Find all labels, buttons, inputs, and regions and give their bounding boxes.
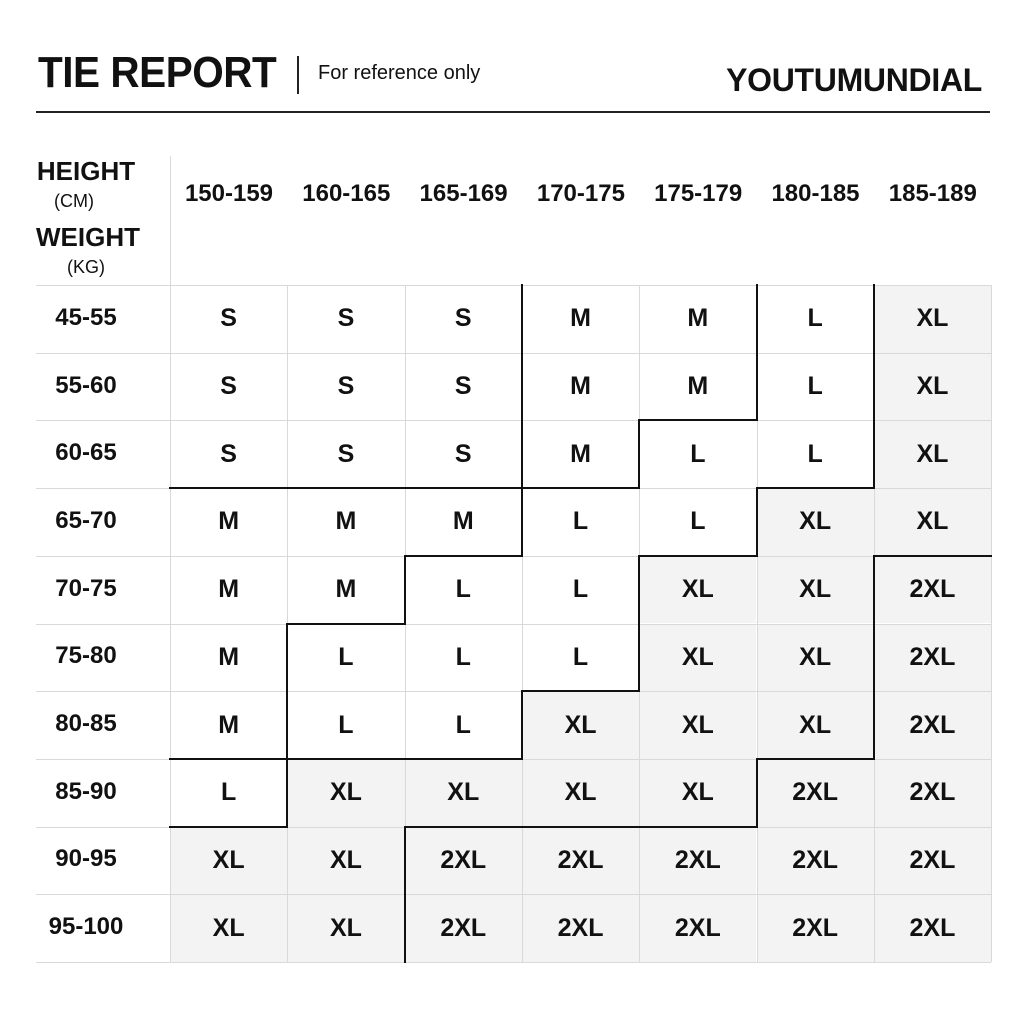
size-boundary-line	[638, 623, 640, 693]
size-cell: XL	[287, 827, 404, 895]
size-boundary-line	[404, 487, 523, 489]
size-boundary-line	[404, 758, 523, 760]
header-rule	[36, 111, 990, 113]
size-cell: 2XL	[405, 827, 522, 895]
size-cell: XL	[170, 827, 287, 895]
grid-horizontal-line	[36, 894, 991, 895]
size-cell: XL	[639, 759, 756, 827]
size-cell: M	[218, 575, 240, 604]
grid-vertical-line	[991, 285, 992, 962]
grid-horizontal-line	[36, 420, 991, 421]
size-cell: S	[454, 304, 472, 333]
size-boundary-line	[638, 826, 757, 828]
size-cell: XL	[757, 488, 874, 556]
size-boundary-line	[169, 758, 288, 760]
size-boundary-line	[169, 487, 288, 489]
size-boundary-line	[638, 555, 757, 557]
size-cell: XL	[639, 624, 756, 692]
weight-row-header: 90-95	[55, 845, 117, 873]
size-cell: 2XL	[522, 894, 639, 962]
grid-horizontal-line	[36, 624, 991, 625]
weight-row-header: 70-75	[55, 574, 117, 602]
size-boundary-line	[873, 555, 875, 625]
size-cell: 2XL	[757, 827, 874, 895]
height-column-header: 175-179	[654, 180, 743, 207]
size-cell: 2XL	[405, 894, 522, 962]
size-boundary-line	[521, 487, 640, 489]
size-cell: L	[807, 439, 823, 468]
title-divider	[297, 56, 299, 94]
size-cell: M	[570, 304, 591, 333]
size-boundary-line	[521, 419, 523, 489]
size-cell: S	[337, 304, 355, 333]
size-cell: L	[455, 575, 471, 604]
size-boundary-line	[521, 352, 523, 422]
size-boundary-line	[756, 352, 758, 422]
size-cell: L	[455, 710, 471, 739]
size-cell: L	[807, 372, 823, 401]
size-cell: 2XL	[874, 556, 991, 624]
size-cell: L	[338, 710, 354, 739]
size-cell: M	[570, 439, 591, 468]
size-cell: XL	[287, 759, 404, 827]
size-cell: XL	[639, 556, 756, 624]
size-cell: L	[572, 642, 589, 671]
weight-row-header: 80-85	[55, 710, 117, 738]
size-cell: 2XL	[874, 827, 991, 895]
size-cell: S	[337, 372, 355, 401]
size-cell: M	[570, 372, 591, 401]
size-cell: M	[687, 372, 709, 401]
size-cell: M	[335, 575, 357, 604]
weight-axis-label: WEIGHT	[36, 222, 140, 252]
size-cell: M	[218, 710, 240, 739]
size-boundary-line	[638, 555, 640, 625]
size-cell: 2XL	[874, 691, 991, 759]
size-cell: XL	[522, 759, 639, 827]
size-boundary-line	[756, 487, 758, 557]
size-boundary-line	[873, 284, 875, 354]
size-cell: 2XL	[874, 894, 991, 962]
size-cell: XL	[757, 556, 874, 624]
weight-row-header: 60-65	[55, 439, 117, 467]
size-cell: L	[690, 439, 706, 468]
size-boundary-line	[286, 487, 405, 489]
size-boundary-line	[756, 487, 875, 489]
size-boundary-line	[404, 555, 406, 625]
size-boundary-line	[286, 623, 405, 625]
size-cell: L	[807, 304, 823, 333]
size-cell: L	[690, 507, 706, 536]
size-cell: XL	[874, 285, 991, 353]
size-boundary-line	[873, 352, 875, 422]
size-boundary-line	[404, 555, 523, 557]
size-cell: S	[220, 372, 237, 401]
weight-row-header: 75-80	[55, 642, 117, 670]
size-boundary-line	[638, 419, 757, 421]
weight-row-header: 55-60	[55, 371, 117, 399]
size-cell: M	[687, 304, 709, 333]
brand-name: YOUTUMUNDIAL	[726, 62, 982, 98]
weight-unit-label: (KG)	[67, 257, 105, 277]
size-boundary-line	[169, 826, 288, 828]
size-cell: 2XL	[874, 759, 991, 827]
grid-horizontal-line	[36, 285, 991, 286]
size-boundary-line	[286, 690, 288, 760]
size-cell: XL	[757, 624, 874, 692]
size-boundary-line	[873, 555, 992, 557]
size-boundary-line	[286, 623, 288, 693]
size-cell: 2XL	[522, 827, 639, 895]
size-cell: XL	[405, 759, 522, 827]
size-cell: XL	[522, 691, 639, 759]
grid-vertical-line	[170, 156, 171, 962]
size-cell: S	[454, 439, 472, 468]
height-column-header: 170-175	[536, 180, 625, 207]
size-boundary-line	[286, 758, 405, 760]
size-cell: M	[335, 507, 357, 536]
size-cell: L	[221, 778, 237, 807]
size-boundary-line	[286, 758, 288, 828]
size-cell: XL	[170, 894, 287, 962]
size-boundary-line	[521, 690, 640, 692]
height-axis-label: HEIGHT	[36, 156, 136, 186]
size-cell: L	[572, 575, 589, 604]
size-boundary-line	[873, 690, 875, 760]
size-cell: XL	[757, 691, 874, 759]
weight-row-header: 85-90	[55, 777, 117, 805]
size-boundary-line	[521, 284, 523, 354]
size-cell: L	[455, 642, 471, 671]
size-boundary-line	[756, 284, 758, 354]
size-boundary-line	[404, 826, 406, 896]
size-cell: 2XL	[874, 624, 991, 692]
size-cell: XL	[874, 353, 991, 421]
height-column-header: 160-165	[302, 180, 391, 207]
size-cell: S	[337, 439, 355, 468]
size-boundary-line	[404, 893, 406, 963]
size-boundary-line	[756, 758, 758, 828]
size-cell: M	[218, 642, 240, 671]
size-cell: XL	[287, 894, 404, 962]
size-cell: L	[572, 507, 589, 536]
size-cell: 2XL	[757, 894, 874, 962]
weight-row-header: 45-55	[55, 303, 117, 331]
size-boundary-line	[873, 419, 875, 489]
size-cell: XL	[874, 488, 991, 556]
grid-horizontal-line	[36, 353, 991, 354]
size-boundary-line	[521, 487, 523, 557]
size-boundary-line	[521, 826, 640, 828]
grid-horizontal-line	[36, 691, 991, 692]
size-cell: L	[338, 642, 354, 671]
height-column-header: 185-189	[888, 180, 977, 207]
size-cell: S	[220, 304, 237, 333]
size-cell: S	[220, 439, 237, 468]
height-column-header: 150-159	[184, 180, 274, 207]
size-cell: M	[218, 507, 240, 536]
size-boundary-line	[756, 758, 875, 760]
size-cell: XL	[639, 691, 756, 759]
size-cell: 2XL	[639, 894, 756, 962]
size-boundary-line	[404, 826, 523, 828]
size-boundary-line	[638, 419, 640, 489]
grid-horizontal-line	[36, 962, 991, 963]
size-cell: XL	[874, 420, 991, 488]
size-boundary-line	[873, 623, 875, 693]
weight-row-header: 65-70	[55, 506, 117, 534]
height-unit-label: (CM)	[54, 191, 94, 211]
height-column-header: 180-185	[771, 180, 860, 207]
size-cell: M	[452, 507, 474, 536]
weight-row-header: 95-100	[48, 913, 124, 941]
size-boundary-line	[521, 690, 523, 760]
report-title: TIE REPORT	[38, 48, 277, 97]
size-cell: 2XL	[757, 759, 874, 827]
size-cell: 2XL	[639, 827, 756, 895]
size-cell: S	[454, 372, 472, 401]
report-subtitle: For reference only	[318, 62, 481, 84]
height-column-header: 165-169	[419, 180, 508, 207]
